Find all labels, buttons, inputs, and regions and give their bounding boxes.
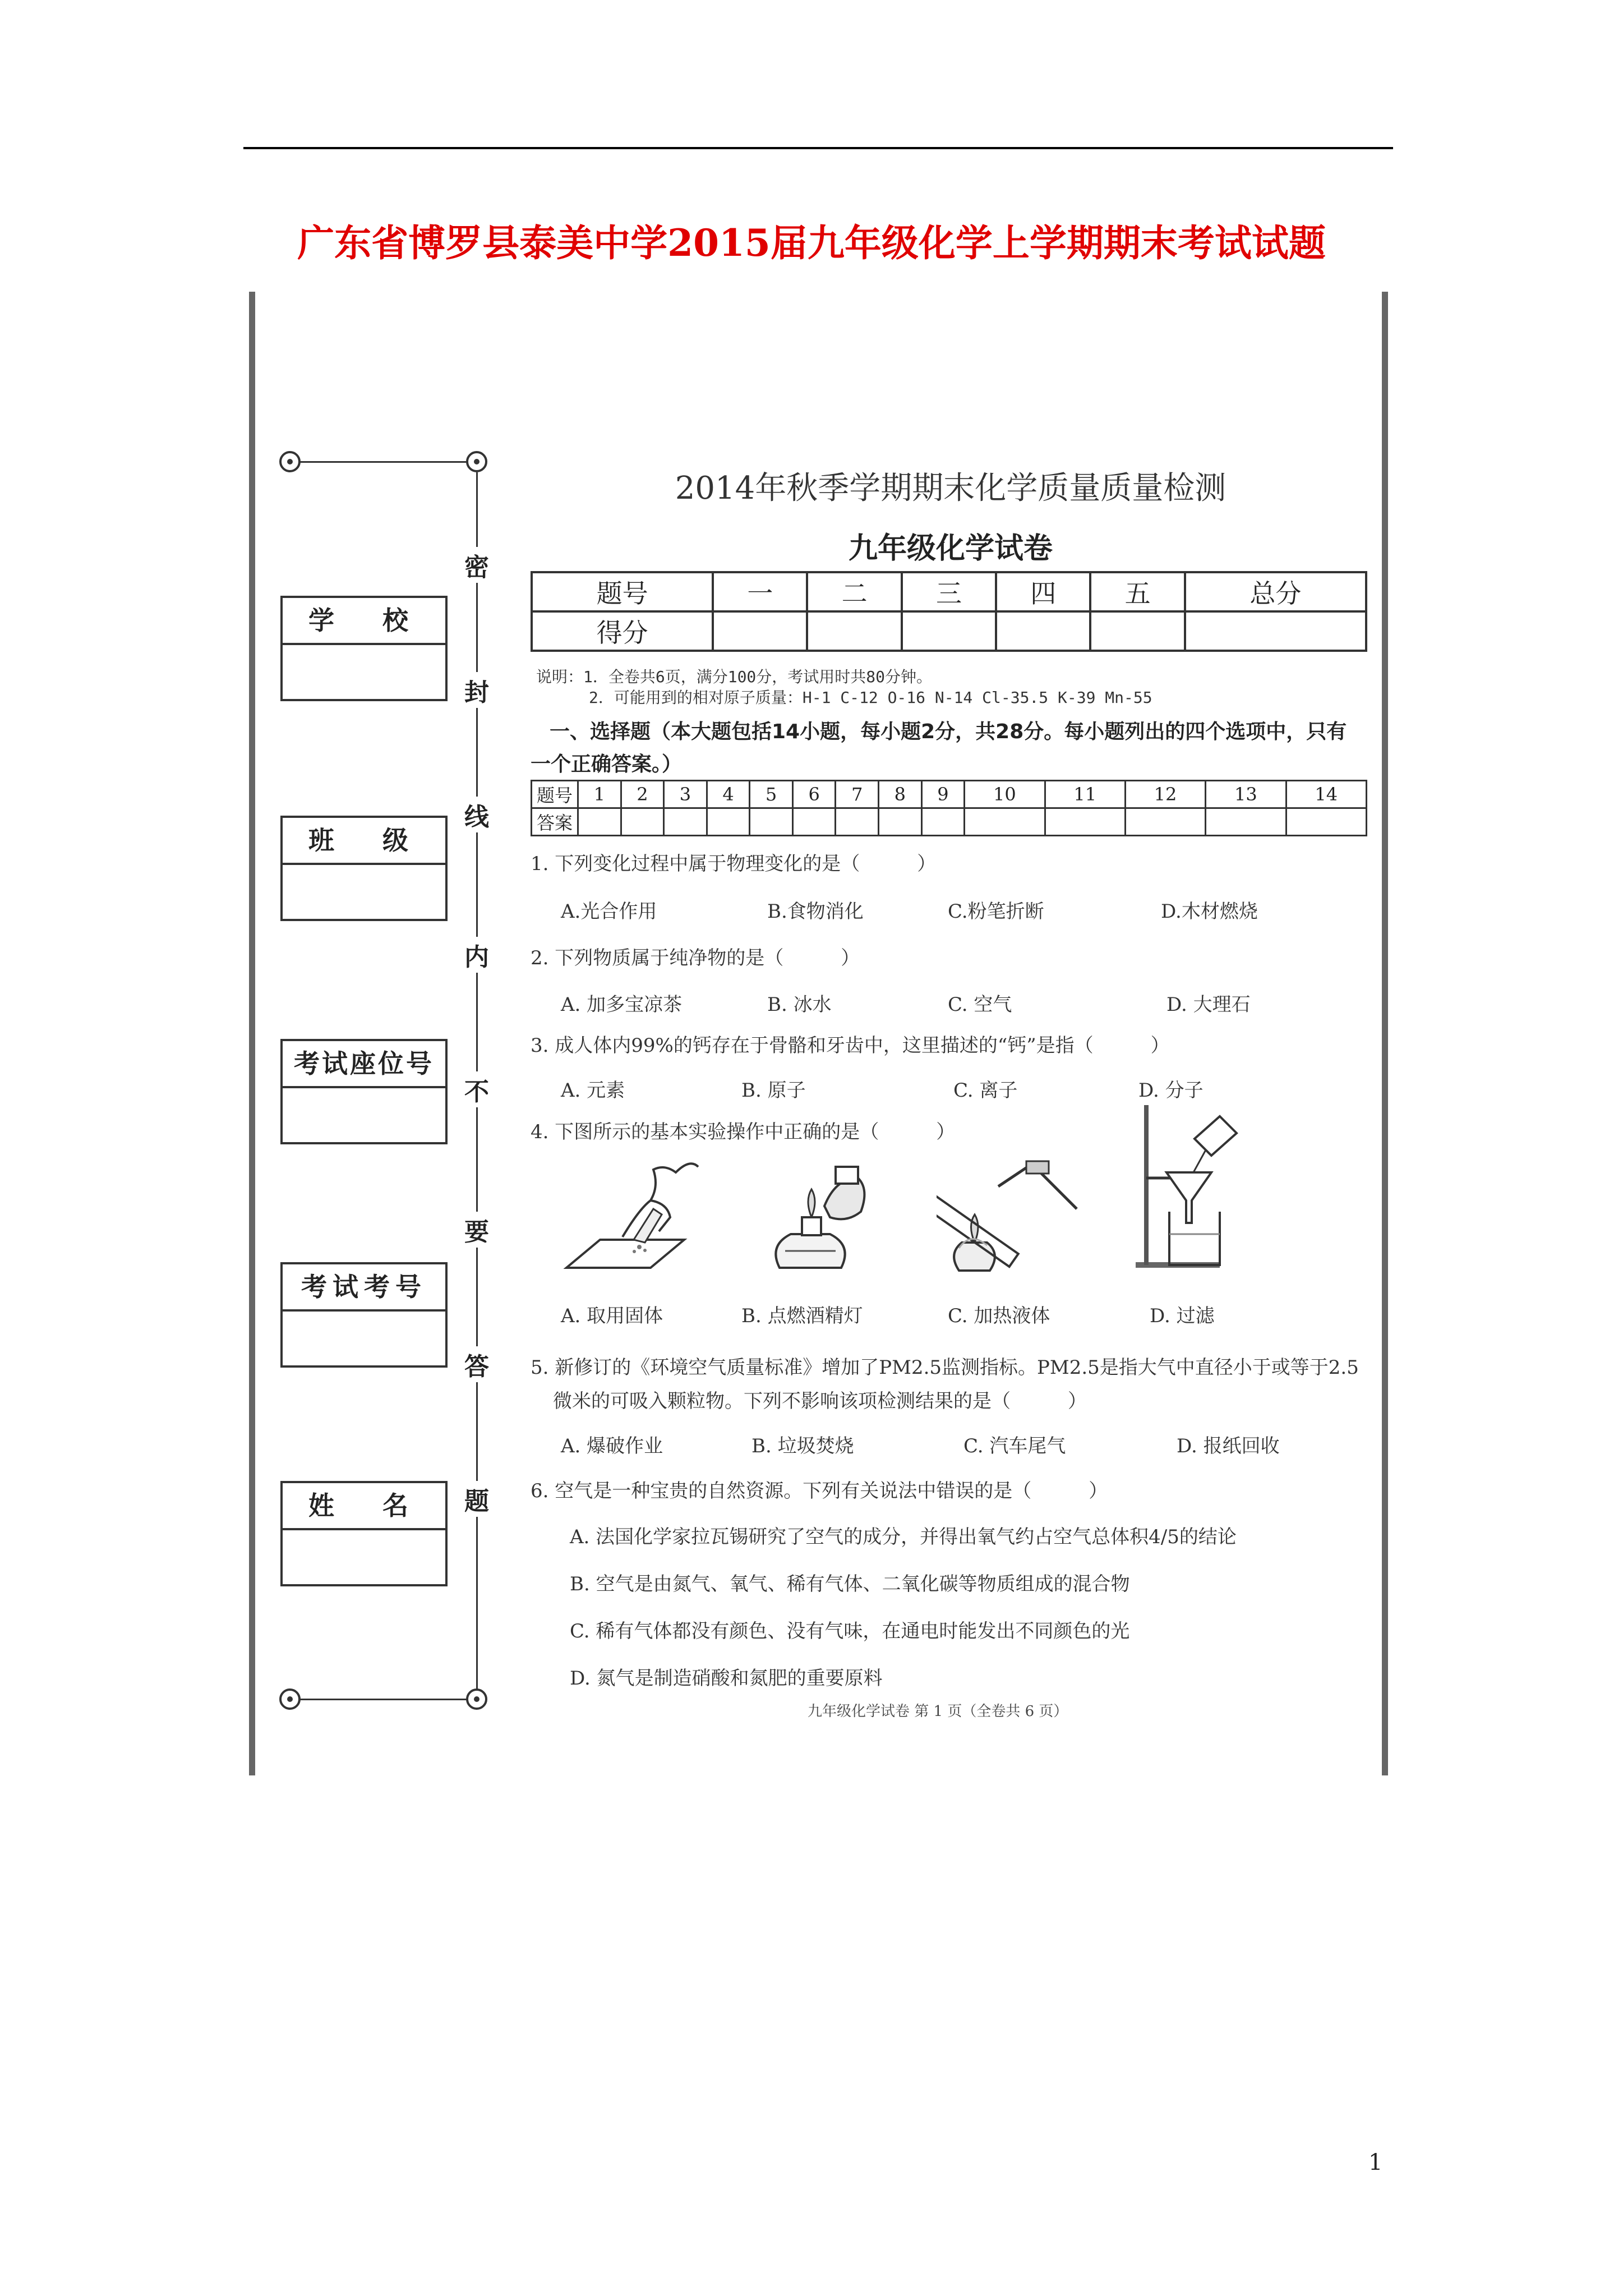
right-frame-line bbox=[1382, 292, 1388, 1775]
score-header-cell: 一 bbox=[713, 572, 807, 611]
exam-number-box[interactable] bbox=[280, 1262, 448, 1368]
filtration-figure bbox=[1127, 1094, 1245, 1273]
answer-number: 10 bbox=[965, 781, 1045, 808]
question-option: C.粉笔折断 bbox=[948, 900, 1044, 923]
answer-cell[interactable] bbox=[1045, 808, 1125, 836]
score-cell[interactable] bbox=[1185, 611, 1366, 651]
answer-cell[interactable] bbox=[578, 808, 621, 836]
score-header-cell: 四 bbox=[996, 572, 1090, 611]
seat-number-label: 考试座位号 bbox=[283, 1041, 445, 1088]
seal-char: 密 bbox=[459, 547, 495, 583]
score-cell[interactable] bbox=[713, 611, 807, 651]
answer-cell[interactable] bbox=[836, 808, 879, 836]
answer-table bbox=[531, 780, 1367, 836]
question-option: A. 元素 bbox=[561, 1079, 625, 1102]
seal-circle-bottom-left bbox=[279, 1688, 301, 1710]
question-stem: 3. 成人体内99%的钙存在于骨骼和牙齿中，这里描述的“钙”是指（ ） bbox=[531, 1034, 1170, 1057]
answer-cell[interactable] bbox=[1286, 808, 1366, 836]
answer-cell[interactable] bbox=[792, 808, 836, 836]
score-header-cell: 题号 bbox=[532, 572, 713, 611]
page-number: 1 bbox=[1368, 2150, 1383, 2175]
seal-char: 答 bbox=[459, 1346, 495, 1382]
score-table bbox=[531, 571, 1367, 652]
answer-cell[interactable] bbox=[664, 808, 707, 836]
section-heading-cont: 一个正确答案。） bbox=[531, 753, 683, 776]
alcohol-lamp-figure bbox=[763, 1156, 875, 1285]
class-box[interactable] bbox=[280, 816, 448, 921]
question-stem: 2. 下列物质属于纯净物的是（ ） bbox=[531, 947, 860, 969]
question-option: D. 分子 bbox=[1138, 1079, 1204, 1102]
question-option: C. 加热液体 bbox=[948, 1305, 1050, 1327]
heating-liquid-figure bbox=[937, 1147, 1082, 1282]
seal-char: 要 bbox=[459, 1212, 495, 1248]
answer-number: 4 bbox=[707, 781, 750, 808]
score-cell[interactable] bbox=[996, 611, 1090, 651]
document-title: 广东省博罗县泰美中学2015届九年级化学上学期期末考试试题 bbox=[297, 221, 1326, 265]
seal-char: 封 bbox=[459, 672, 495, 708]
note-line: 2．可能用到的相对原子质量：H-1 C-12 O-16 N-14 Cl-35.5 K-39 Mn-55 bbox=[589, 688, 1152, 707]
answer-cell[interactable] bbox=[879, 808, 922, 836]
question-option: C. 汽车尾气 bbox=[963, 1435, 1066, 1457]
score-cell[interactable] bbox=[902, 611, 996, 651]
seal-circle-top-left bbox=[279, 451, 301, 472]
answer-number: 3 bbox=[664, 781, 707, 808]
question-option: B. 垃圾焚烧 bbox=[751, 1435, 854, 1457]
question-option: D.木材燃烧 bbox=[1161, 900, 1258, 923]
school-box[interactable] bbox=[280, 596, 448, 701]
exam-number-label: 考试考号 bbox=[283, 1264, 445, 1312]
question-stem: 1. 下列变化过程中属于物理变化的是（ ） bbox=[531, 853, 937, 875]
score-cell[interactable] bbox=[1090, 611, 1184, 651]
answer-cell[interactable] bbox=[750, 808, 793, 836]
question-stem: 4. 下图所示的基本实验操作中正确的是（ ） bbox=[531, 1121, 956, 1143]
score-row-label: 得分 bbox=[532, 611, 713, 651]
answer-number: 13 bbox=[1206, 781, 1286, 808]
note-line: 说明：1．全卷共6页，满分100分，考试用时共80分钟。 bbox=[536, 668, 933, 686]
score-cell[interactable] bbox=[807, 611, 901, 651]
solid-sampling-figure bbox=[555, 1147, 707, 1276]
question-option: C. 空气 bbox=[948, 993, 1012, 1016]
answer-cell[interactable] bbox=[965, 808, 1045, 836]
question-stem: 5. 新修订的《环境空气质量标准》增加了PM2.5监测指标。PM2.5是指大气中直径小于或等于2.5 bbox=[531, 1356, 1359, 1379]
score-header-cell: 二 bbox=[807, 572, 901, 611]
question-option: A. 加多宝凉茶 bbox=[561, 993, 683, 1016]
answer-cell[interactable] bbox=[1206, 808, 1286, 836]
question-option: A. 爆破作业 bbox=[561, 1435, 663, 1457]
answer-number: 12 bbox=[1125, 781, 1205, 808]
name-label: 姓 名 bbox=[283, 1483, 445, 1530]
score-header-cell: 五 bbox=[1090, 572, 1184, 611]
exam-footer: 九年级化学试卷 第 1 页（全卷共 6 页） bbox=[808, 1703, 1068, 1720]
answer-number: 8 bbox=[879, 781, 922, 808]
question-option: D. 报纸回收 bbox=[1177, 1435, 1280, 1457]
question-stem-cont: 微米的可吸入颗粒物。下列不影响该项检测结果的是（ ） bbox=[553, 1390, 1087, 1412]
answer-number: 5 bbox=[750, 781, 793, 808]
answer-number: 7 bbox=[836, 781, 879, 808]
name-box[interactable] bbox=[280, 1481, 448, 1586]
answer-cell[interactable] bbox=[1125, 808, 1205, 836]
answer-number: 14 bbox=[1286, 781, 1366, 808]
question-option: A.光合作用 bbox=[561, 900, 657, 923]
school-label: 学 校 bbox=[283, 598, 445, 645]
answer-number: 9 bbox=[921, 781, 965, 808]
question-option: B. 空气是由氮气、氧气、稀有气体、二氧化碳等物质组成的混合物 bbox=[570, 1573, 1130, 1595]
question-option: B. 冰水 bbox=[767, 993, 832, 1016]
answer-cell[interactable] bbox=[921, 808, 965, 836]
seal-char: 内 bbox=[459, 937, 495, 973]
answer-row-label: 题号 bbox=[532, 781, 578, 808]
answer-cell[interactable] bbox=[707, 808, 750, 836]
question-option: B.食物消化 bbox=[767, 900, 864, 923]
answer-number: 2 bbox=[621, 781, 664, 808]
exam-subtitle: 九年级化学试卷 bbox=[848, 532, 1053, 565]
question-option: C. 稀有气体都没有颜色、没有气味，在通电时能发出不同颜色的光 bbox=[570, 1620, 1130, 1642]
seat-number-box[interactable] bbox=[280, 1039, 448, 1144]
top-rule bbox=[243, 147, 1393, 149]
seal-char: 题 bbox=[459, 1481, 495, 1517]
seal-circle-bottom-right bbox=[466, 1688, 487, 1710]
question-option: B. 点燃酒精灯 bbox=[741, 1305, 863, 1327]
answer-number: 11 bbox=[1045, 781, 1125, 808]
seal-circle-top-right bbox=[466, 451, 487, 472]
question-option: B. 原子 bbox=[741, 1079, 806, 1102]
question-option: D. 氮气是制造硝酸和氮肥的重要原料 bbox=[570, 1667, 883, 1690]
class-label: 班 级 bbox=[283, 818, 445, 865]
seal-bottom-rule bbox=[296, 1699, 473, 1700]
seal-char: 线 bbox=[459, 797, 495, 832]
exam-title: 2014年秋季学期期末化学质量质量检测 bbox=[675, 470, 1227, 507]
answer-number: 6 bbox=[792, 781, 836, 808]
answer-cell[interactable] bbox=[621, 808, 664, 836]
seal-char: 不 bbox=[459, 1071, 495, 1107]
score-header-cell: 总分 bbox=[1185, 572, 1366, 611]
question-stem: 6. 空气是一种宝贵的自然资源。下列有关说法中错误的是（ ） bbox=[531, 1480, 1108, 1502]
section-heading: 一、选择题（本大题包括14小题，每小题2分，共28分。每小题列出的四个选项中，只有 bbox=[550, 720, 1347, 743]
answer-row-label: 答案 bbox=[532, 808, 578, 836]
left-frame-line bbox=[249, 292, 255, 1775]
answer-number: 1 bbox=[578, 781, 621, 808]
question-option: D. 大理石 bbox=[1166, 993, 1251, 1016]
question-option: A. 法国化学家拉瓦锡研究了空气的成分，并得出氧气约占空气总体积4/5的结论 bbox=[570, 1526, 1237, 1548]
question-option: C. 离子 bbox=[953, 1079, 1018, 1102]
score-header-cell: 三 bbox=[902, 572, 996, 611]
seal-top-rule bbox=[296, 461, 473, 463]
question-option: A. 取用固体 bbox=[561, 1305, 663, 1327]
question-option: D. 过滤 bbox=[1150, 1305, 1215, 1327]
